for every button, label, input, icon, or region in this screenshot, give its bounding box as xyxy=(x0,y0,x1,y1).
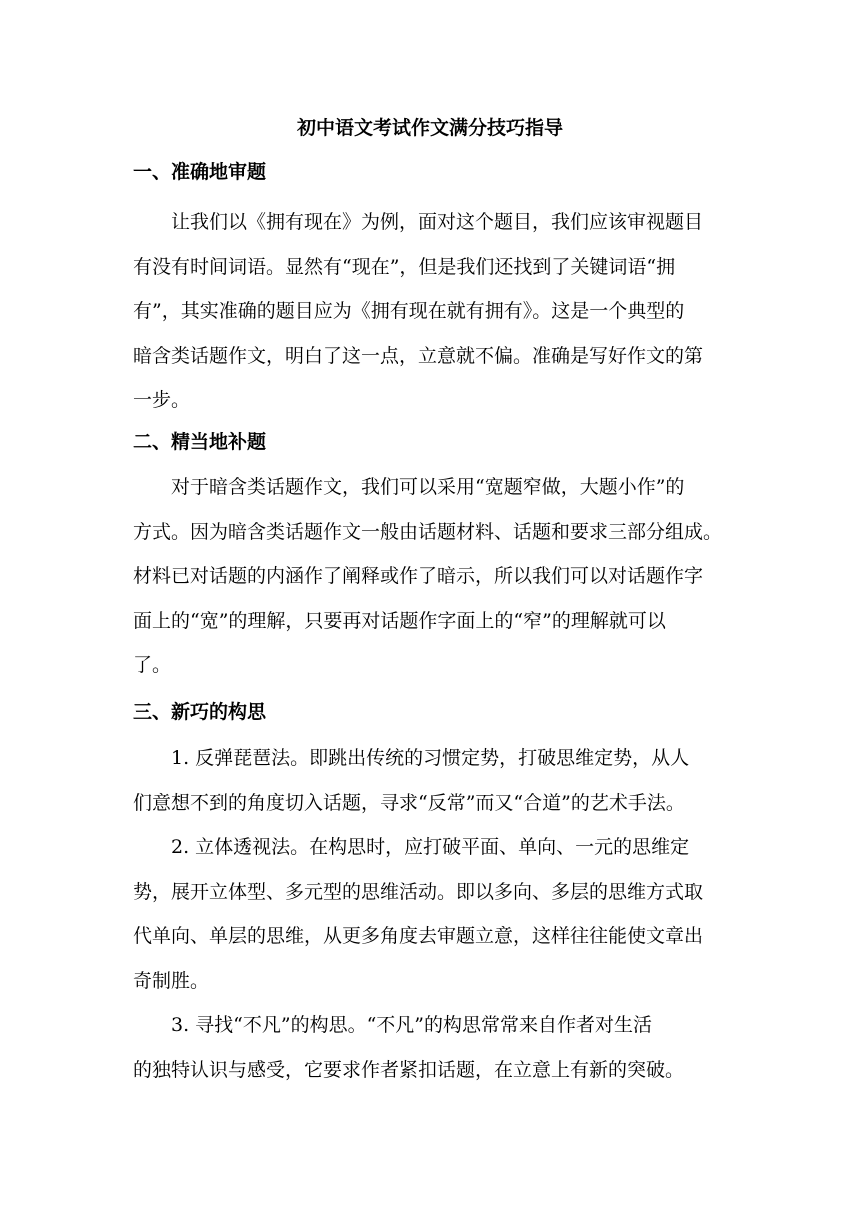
section-2-paragraph-1 xyxy=(133,465,729,688)
paragraph-line: 们意想不到的角度切入话题，寻求“反常”而又“合道”的艺术手法。 xyxy=(133,791,685,814)
paragraph-line: 材料已对话题的内涵作了阐释或作了暗示，所以我们可以对话题作字 xyxy=(133,565,704,587)
paragraph-line: 的独特认识与感受，它要求作者紧扣话题，在立意上有新的突破。 xyxy=(133,1058,685,1081)
paragraph-line: 代单向、单层的思维，从更多角度去审题立意，这样往往能使文章出 xyxy=(133,925,704,947)
paragraph-line: 有没有时间词语。显然有“现在”，但是我们还找到了关键词语“拥 xyxy=(133,255,676,278)
paragraph-line: 暗含类话题作文，明白了这一点，立意就不偏。准确是写好作文的第 xyxy=(133,344,704,367)
document-title: 初中语文考试作文满分技巧指导 xyxy=(296,117,563,139)
section-1-paragraph-1 xyxy=(133,200,729,423)
section-3-item-3 xyxy=(133,1003,729,1092)
paragraph-line: 方式。因为暗含类话题作文一般由话题材料、话题和要求三部分组成。 xyxy=(133,520,723,543)
paragraph-line: 有”，其实准确的题目应为《拥有现在就有拥有》。这是一个典型的 xyxy=(133,300,685,322)
paragraph-line: 了。 xyxy=(133,654,172,676)
paragraph-line: 让我们以《拥有现在》为例，面对这个题目，我们应该审视题目 xyxy=(171,211,704,233)
paragraph-line: 势，展开立体型、多元型的思维活动。即以多向、多层的思维方式取 xyxy=(133,880,704,903)
paragraph-line: 对于暗含类话题作文，我们可以采用“宽题窄做，大题小作”的 xyxy=(171,476,685,498)
section-heading-3: 三、新巧的构思 xyxy=(133,701,267,723)
paragraph-line: 面上的“宽”的理解，只要再对话题作字面上的“窄”的理解就可以 xyxy=(133,609,666,632)
paragraph-line: 奇制胜。 xyxy=(133,969,210,992)
section-3-item-1 xyxy=(133,736,729,825)
paragraph-line: 1. 反弹琵琶法。即跳出传统的习惯定势，打破思维定势，从人 xyxy=(171,747,690,769)
paragraph-line: 2. 立体透视法。在构思时，应打破平面、单向、一元的思维定 xyxy=(171,836,690,858)
paragraph-line: 一步。 xyxy=(133,389,191,411)
section-heading-2: 二、精当地补题 xyxy=(133,431,267,453)
section-3-item-2 xyxy=(133,825,729,1003)
section-heading-1: 一、准确地审题 xyxy=(133,161,267,183)
paragraph-line: 3. 寻找“不凡”的构思。“不凡”的构思常常来自作者对生活 xyxy=(171,1014,653,1036)
